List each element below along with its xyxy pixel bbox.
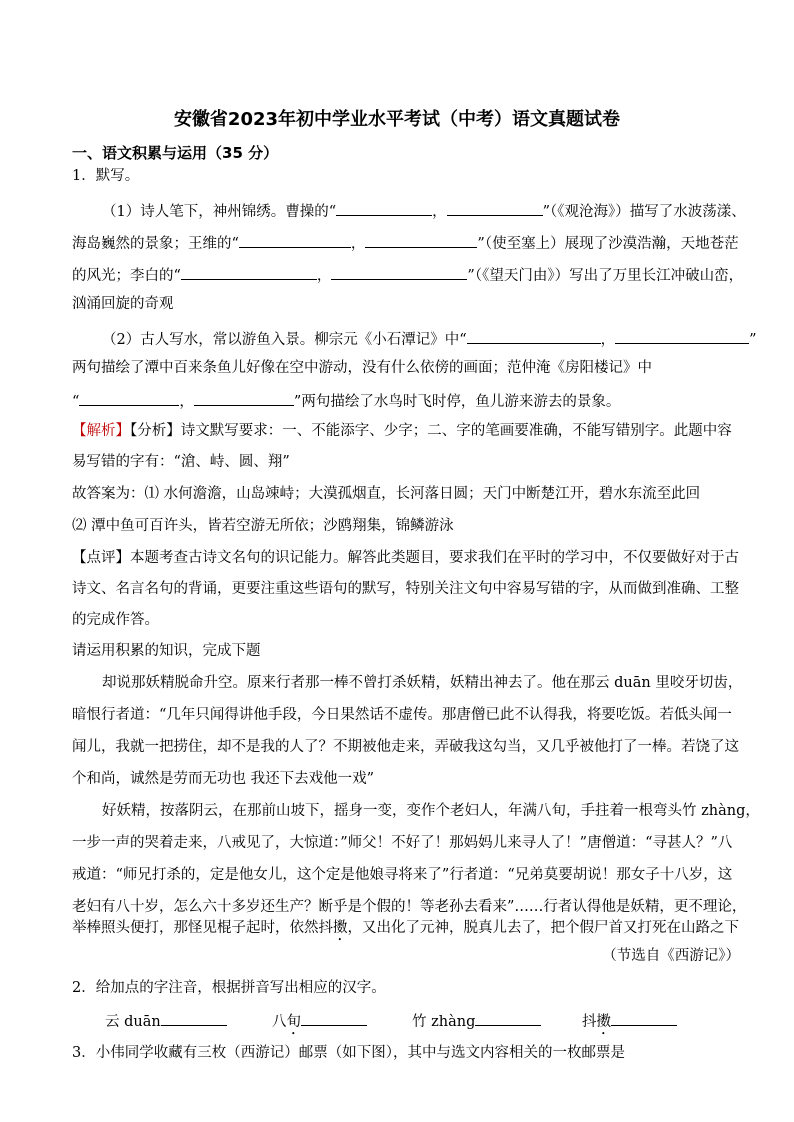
answer-blank[interactable]	[194, 389, 294, 406]
passage-p1-line3: 闻儿，我就一把捞住，却不是我的人了？不期被他走来，弄破我这勾当，又几乎被他打了一棒。若饶了这	[72, 739, 739, 755]
passage-source: （节选自《西游记》）	[602, 948, 740, 964]
q1-part2-line3: “ ， ”两句描绘了水鸟时飞时停，鱼儿游来游去的景象。	[72, 389, 620, 412]
question-2-label: 2．给加点的字注音，根据拼音写出相应的汉字。	[72, 980, 386, 996]
answer-blank[interactable]	[611, 1009, 677, 1026]
answer-blank[interactable]	[301, 1009, 367, 1026]
answer-blank[interactable]	[161, 1009, 227, 1026]
q1-part1-line3: 的风光；李白的“ ， ”（《望天门由》）写出了万里长江冲破山峦，	[72, 263, 743, 286]
answer-line1: 故答案为：⑴ 水何澹澹，山岛竦峙；大漠孤烟直，长河落日圆；天门中断楚江开，碧水东流至此回	[72, 486, 701, 502]
answer-blank[interactable]	[365, 231, 477, 248]
passage-p2-line2: 一步一声的哭着走来，八戒见了，大惊道：”师父！不好了！那妈妈儿来寻人了！”唐僧道：“寻甚人？”八	[72, 835, 733, 851]
q1-part2-line1: （2）古人写水，常以游鱼入景。柳宗元《小石潭记》中“ ， ”	[102, 327, 757, 350]
question-1-label: 1．默写。	[72, 168, 140, 184]
q2-item-sou: 抖擞	[582, 1009, 677, 1038]
comment-line3: 的完成作答。	[72, 612, 159, 628]
analysis-line1: 【解析】【分析】诗文默写要求：一、不能添字、少字；二、字的笔画要准确，不能写错别字。此题中容	[72, 423, 732, 439]
analysis-line2: 易写错的字有：“滄、峙、圆、翔”	[72, 454, 290, 470]
q1-part1-line2: 海岛巍然的景象；王维的“ ， ”（使至塞上）展现了沙漠浩瀚，天地苍茫	[72, 231, 739, 254]
q2-item-zhang: 竹 zhàng	[412, 1009, 541, 1031]
passage-p1-line2: 暗恨行者道：“几年只闻得讲他手段，今日果然话不虚传。那唐僧已此不认得我，将要吃饭。若低头闻一	[72, 707, 732, 723]
passage-p2-line5: 举棒照头便打，那怪见棍子起时，依然抖擞，又出化了元神，脱真儿去了，把个假尸首又打死在山路之下	[72, 920, 739, 936]
answer-blank[interactable]	[615, 327, 749, 344]
q1-part2-line2: 两句描绘了潭中百来条鱼儿好像在空中游动，没有什么依傍的画面；范仲淹《房阳楼记》中	[72, 360, 652, 376]
q1-part1-line4: 汹涌回旋的奇观	[72, 296, 174, 312]
analysis-tag: 【解析】	[72, 423, 130, 439]
passage-p2-line1: 好妖精，按落阴云，在那前山坡下，摇身一变，变作个老妇人，年满八旬，手拄着一根弯头竹 zhàng，	[102, 803, 760, 819]
reading-intro: 请运用积累的知识，完成下题	[72, 643, 261, 659]
answer-blank[interactable]	[336, 199, 432, 216]
comment-line1: 【点评】本题考查古诗文名句的识记能力。解答此类题目，要求我们在平时的学习中，不仅要做好对于古	[72, 550, 739, 566]
answer-blank[interactable]	[239, 231, 351, 248]
q1-part1-line1: （1）诗人笔下，神州锦绣。曹操的“ ， ”（《观沧海》）描写了水波荡漾、	[102, 199, 746, 222]
answer-blank[interactable]	[181, 263, 317, 280]
page-title: 安徽省2023年初中学业水平考试（中考）语文真题试卷	[173, 109, 621, 130]
answer-blank[interactable]	[467, 327, 601, 344]
passage-p2-line4: 老妇有八十岁，怎么六十多岁还生产？断乎是个假的！等老孙去看来”……行者认得他是妖精，更不理论，	[72, 899, 747, 915]
answer-blank[interactable]	[331, 263, 467, 280]
section-heading: 一、语文积累与运用（35 分）	[72, 144, 279, 162]
passage-p1-line4: 个和尚，诚然是劳而无功也 我还下去戏他一戏”	[72, 771, 375, 787]
answer-line2: ⑵ 潭中鱼可百许头，皆若空游无所依；沙鸥翔集，锦鳞游泳	[72, 518, 454, 534]
comment-line2: 诗文、名言名句的背诵，更要注重这些语句的默写，特别关注文句中容易写错的字，从而做到准确、工整	[72, 581, 739, 597]
passage-p1-line1: 却说那妖精脱命升空。原来行者那一棒不曾打杀妖精，妖精出神去了。他在那云 duān 里咬牙切齿，	[102, 675, 743, 691]
answer-blank[interactable]	[475, 1009, 541, 1026]
answer-blank[interactable]	[447, 199, 543, 216]
answer-blank[interactable]	[79, 389, 179, 406]
question-3-label: 3．小伟同学收藏有三枚（西游记）邮票（如下图），其中与选文内容相关的一枚邮票是	[72, 1045, 625, 1061]
q2-item-xun: 八旬	[272, 1009, 367, 1038]
q2-item-duan: 云 duān	[105, 1009, 227, 1031]
passage-p2-line3: 戒道：“师兄打杀的，定是他女儿，这个定是他娘寻将来了”行者道：“兄弟莫要胡说！那女子十八岁，这	[72, 867, 733, 883]
